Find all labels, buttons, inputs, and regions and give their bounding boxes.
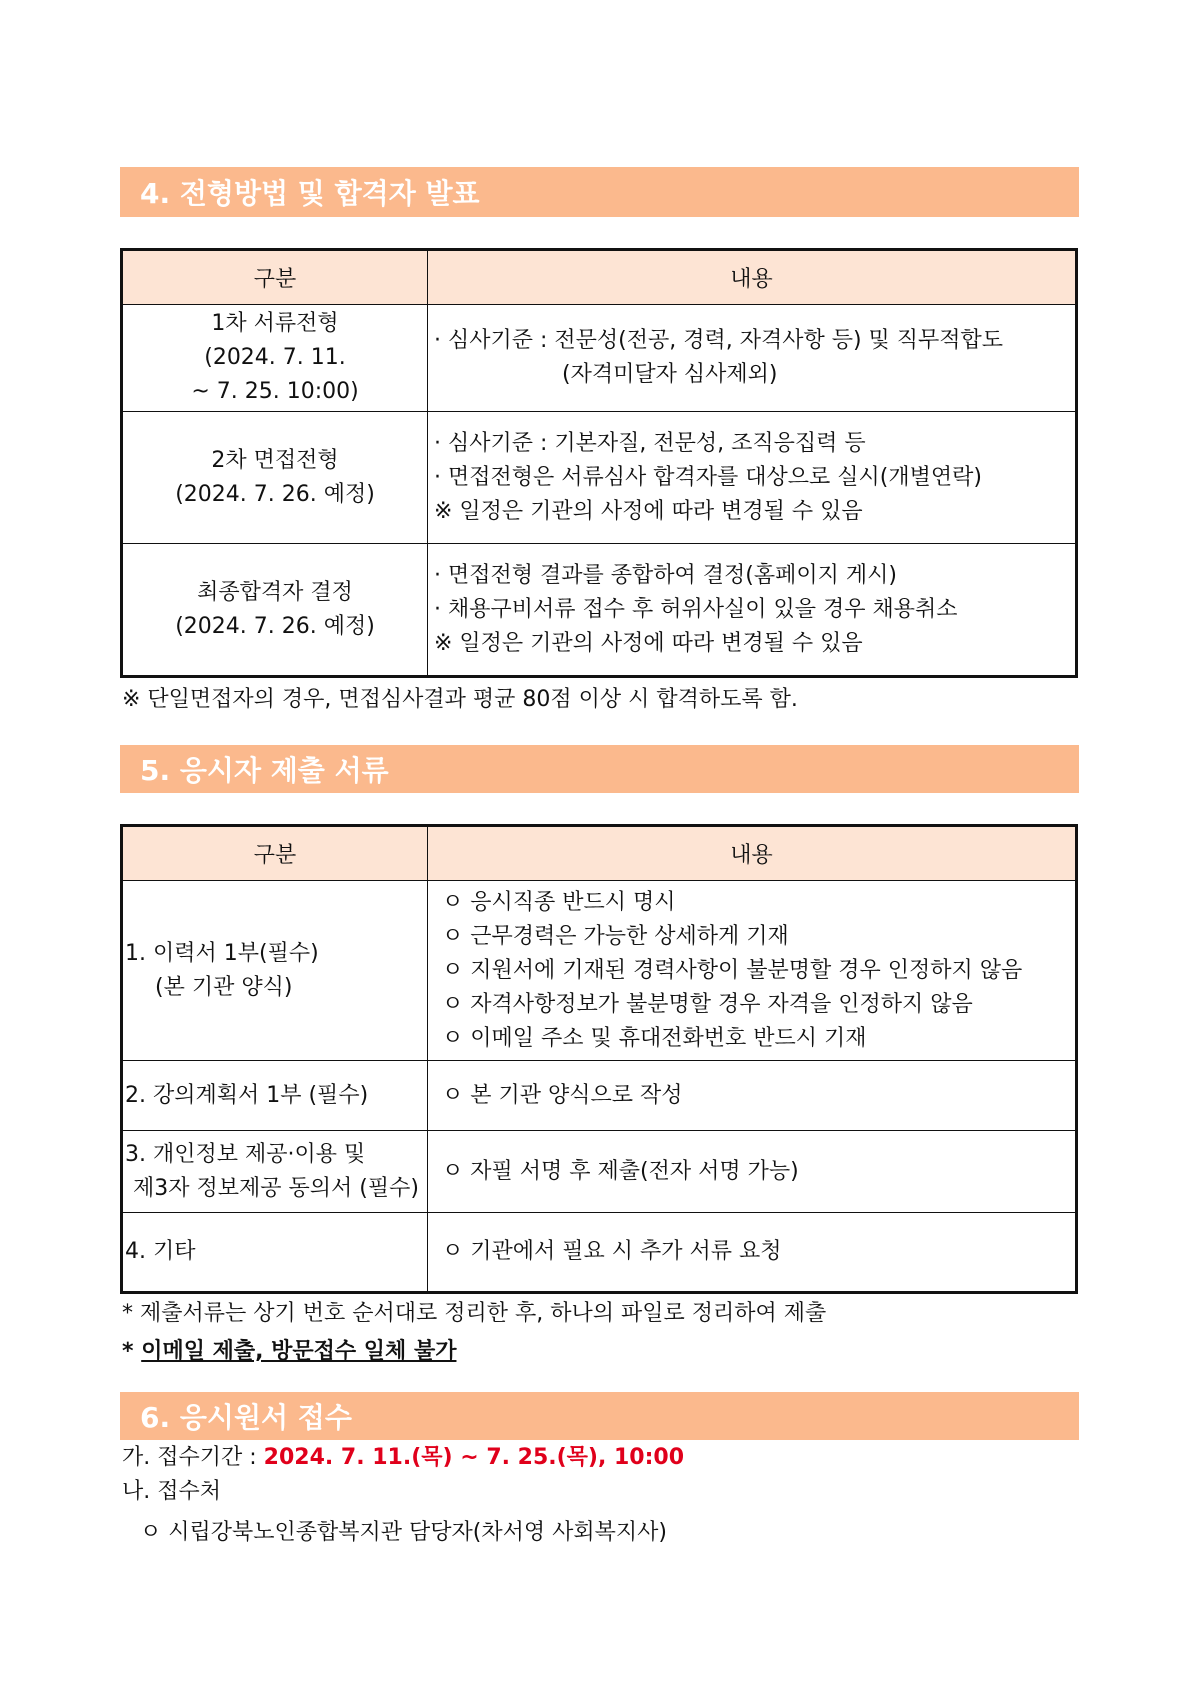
section6-title: 6. 응시원서 접수 [140, 1401, 352, 1434]
row-content: ㅇ 본 기관 양식으로 작성 [428, 1061, 1077, 1131]
table-row [122, 1131, 1077, 1213]
section4-title-bar [120, 167, 1079, 217]
table-row [122, 1213, 1077, 1293]
row-label: 1. 이력서 1부(필수) (본 기관 양식) [122, 881, 428, 1061]
header-content: 내용 [428, 250, 1077, 305]
period-label: 가. 접수기간 : [122, 1445, 264, 1470]
header-content: 내용 [428, 826, 1077, 881]
header-category: 구분 [122, 826, 428, 881]
table-row [122, 544, 1077, 677]
table-row [122, 1061, 1077, 1131]
row-content: ㅇ 기관에서 필요 시 추가 서류 요청 [428, 1213, 1077, 1293]
row-content: · 심사기준 : 기본자질, 전문성, 조직응집력 등 · 면접전형은 서류심사 합격자를 대상으로 실시(개별연락) ※ 일정은 기관의 사정에 따라 변경될 수 있음 [428, 412, 1077, 544]
section5-title-bar [120, 745, 1079, 793]
row-content: ㅇ 응시직종 반드시 명시 ㅇ 근무경력은 가능한 상세하게 기재 ㅇ 지원서에 기재된 경력사항이 불분명할 경우 인정하지 않음 ㅇ 자격사항정보가 불분명할 경우 자격을 인정하지 않음 ㅇ 이메일 주소 및 휴대전화번호 반드시 기재 [428, 881, 1077, 1061]
row-label: 2. 강의계획서 1부 (필수) [122, 1061, 428, 1131]
documents-table [120, 824, 1078, 1294]
row-label: 1차 서류전형 (2024. 7. 11. ~ 7. 25. 10:00) [122, 305, 428, 412]
row-label: 4. 기타 [122, 1213, 428, 1293]
section5-title: 5. 응시자 제출 서류 [140, 754, 389, 787]
row-label: 3. 개인정보 제공·이용 및 제3자 정보제공 동의서 (필수) [122, 1131, 428, 1213]
section4-title: 4. 전형방법 및 합격자 발표 [140, 177, 480, 210]
period-line [122, 1440, 684, 1471]
section4-note: ※ 단일면접자의 경우, 면접심사결과 평균 80점 이상 시 합격하도록 함. [122, 687, 798, 712]
table-header-row [122, 250, 1077, 305]
section6-title-bar [120, 1392, 1079, 1440]
table-row [122, 412, 1077, 544]
row-content: · 면접전형 결과를 종합하여 결정(홈페이지 게시) · 채용구비서류 접수 후 허위사실이 있을 경우 채용취소 ※ 일정은 기관의 사정에 따라 변경될 수 있음 [428, 544, 1077, 677]
header-category: 구분 [122, 250, 428, 305]
section5-note2: * 이메일 제출, 방문접수 일체 불가 [122, 1339, 457, 1364]
section5-note1: * 제출서류는 상기 번호 순서대로 정리한 후, 하나의 파일로 정리하여 제출 [122, 1301, 827, 1326]
period-value: 2024. 7. 11.(목) ~ 7. 25.(목), 10:00 [263, 1445, 685, 1470]
row-label: 2차 면접전형 (2024. 7. 26. 예정) [122, 412, 428, 544]
row-label: 최종합격자 결정 (2024. 7. 26. 예정) [122, 544, 428, 677]
place-label: 나. 접수처 [122, 1479, 221, 1504]
table-row [122, 305, 1077, 412]
table-header-row [122, 826, 1077, 881]
selection-method-table [120, 248, 1078, 678]
row-content: ㅇ 자필 서명 후 제출(전자 서명 가능) [428, 1131, 1077, 1213]
table-row [122, 881, 1077, 1061]
place-item: ㅇ 시립강북노인종합복지관 담당자(차서영 사회복지사) [140, 1520, 667, 1545]
row-content: · 심사기준 : 전문성(전공, 경력, 자격사항 등) 및 직무적합도 (자격미달자 심사제외) [428, 305, 1077, 412]
